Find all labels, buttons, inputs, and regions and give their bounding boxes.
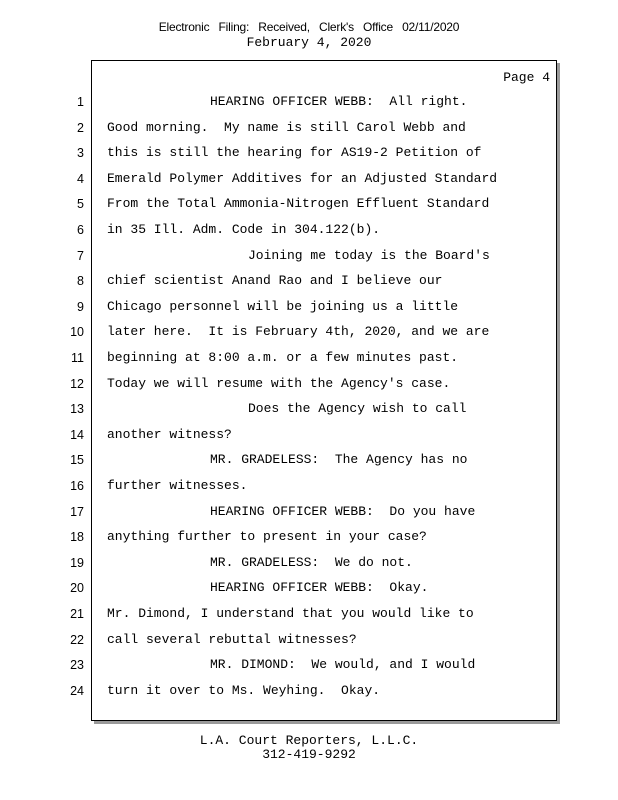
line-number: 24: [70, 683, 84, 698]
line-number: 13: [70, 402, 84, 417]
line-number: 22: [70, 632, 84, 647]
line-number: 2: [77, 120, 84, 135]
transcript-line: [0, 118, 560, 138]
line-number: 11: [71, 351, 84, 365]
line-text: beginning at 8:00 a.m. or a few minutes past.: [107, 350, 459, 365]
line-number: 12: [70, 376, 84, 391]
line-number: 23: [70, 658, 84, 673]
line-number: 19: [70, 555, 84, 570]
reporter-footer: [0, 734, 618, 762]
line-text: this is still the hearing for AS19-2 Petition of: [107, 145, 482, 161]
transcript-line: [0, 297, 560, 317]
transcript-line: [0, 450, 560, 470]
transcript-line: [0, 169, 560, 189]
transcript-line: [0, 681, 560, 701]
line-number: 8: [77, 274, 84, 289]
transcript-line: [0, 655, 560, 675]
line-text: chief scientist Anand Rao and I believe our: [107, 273, 443, 289]
line-text: anything further to present in your case?: [107, 529, 427, 545]
transcript-line: [0, 92, 560, 112]
line-number: 7: [77, 248, 84, 263]
line-number: 16: [70, 479, 84, 493]
line-text: in 35 Ill. Adm. Code in 304.122(b).: [107, 222, 381, 237]
line-text: MR. GRADELESS: We do not.: [210, 554, 413, 570]
line-number: 3: [77, 146, 84, 161]
line-text: Good morning. My name is still Carol Webb and: [107, 119, 466, 135]
line-text: Emerald Polymer Additives for an Adjusted Standard: [107, 170, 498, 186]
transcript-line: [0, 374, 560, 394]
transcript-line: [0, 348, 560, 368]
line-text: turn it over to Ms. Weyhing. Okay.: [107, 682, 381, 698]
transcript-line: [0, 425, 560, 445]
line-text: MR. GRADELESS: The Agency has no: [210, 452, 468, 468]
line-number: 10: [70, 325, 84, 340]
page-number: Page 4: [503, 70, 550, 85]
line-text: Today we will resume with the Agency's case.: [107, 375, 451, 391]
transcript-line: [0, 322, 560, 342]
transcript-line: [0, 399, 560, 419]
line-number: 6: [77, 223, 84, 237]
reporter-phone: 312-419-9292: [262, 747, 356, 762]
line-number: 4: [77, 171, 84, 186]
transcript-line: [0, 476, 560, 496]
line-text: Does the Agency wish to call: [248, 401, 467, 417]
transcript-line: [0, 502, 560, 522]
line-text: Mr. Dimond, I understand that you would like to: [107, 606, 474, 621]
line-text: further witnesses.: [107, 478, 248, 493]
transcript-line: [0, 246, 560, 266]
line-text: Chicago personnel will be joining us a little: [107, 298, 459, 314]
line-text: From the Total Ammonia-Nitrogen Effluent Standard: [107, 196, 490, 212]
transcript-line: [0, 630, 560, 650]
line-number: 9: [77, 299, 84, 314]
line-text: call several rebuttal witnesses?: [107, 631, 357, 647]
line-number: 14: [70, 427, 84, 442]
line-number: 18: [70, 530, 84, 545]
line-text: MR. DIMOND: We would, and I would: [210, 657, 476, 673]
transcript-line: [0, 527, 560, 547]
line-number: 17: [70, 504, 84, 519]
reporter-company: L.A. Court Reporters, L.L.C.: [199, 733, 419, 748]
line-number: 21: [70, 607, 84, 621]
line-text: HEARING OFFICER WEBB: All right.: [210, 94, 468, 109]
transcript-line: [0, 578, 560, 598]
line-text: later here. It is February 4th, 2020, and we are: [107, 324, 490, 340]
line-number: 20: [70, 581, 84, 596]
line-text: another witness?: [107, 426, 232, 442]
line-text: HEARING OFFICER WEBB: Do you have: [210, 503, 476, 519]
line-number: 5: [77, 197, 84, 212]
line-text: Joining me today is the Board's: [248, 247, 490, 263]
transcript-line: [0, 604, 560, 624]
line-text: HEARING OFFICER WEBB: Okay.: [210, 580, 429, 596]
line-number: 1: [77, 95, 84, 109]
transcript-line: [0, 194, 560, 214]
transcript-line: [0, 220, 560, 240]
transcript-line: [0, 271, 560, 291]
transcript-line: [0, 553, 560, 573]
hearing-date: February 4, 2020: [246, 35, 372, 50]
filing-stamp: Electronic Filing: Received, Clerk's Office 02/11/2020: [158, 20, 460, 34]
line-number: 15: [70, 453, 84, 468]
transcript-line: [0, 143, 560, 163]
